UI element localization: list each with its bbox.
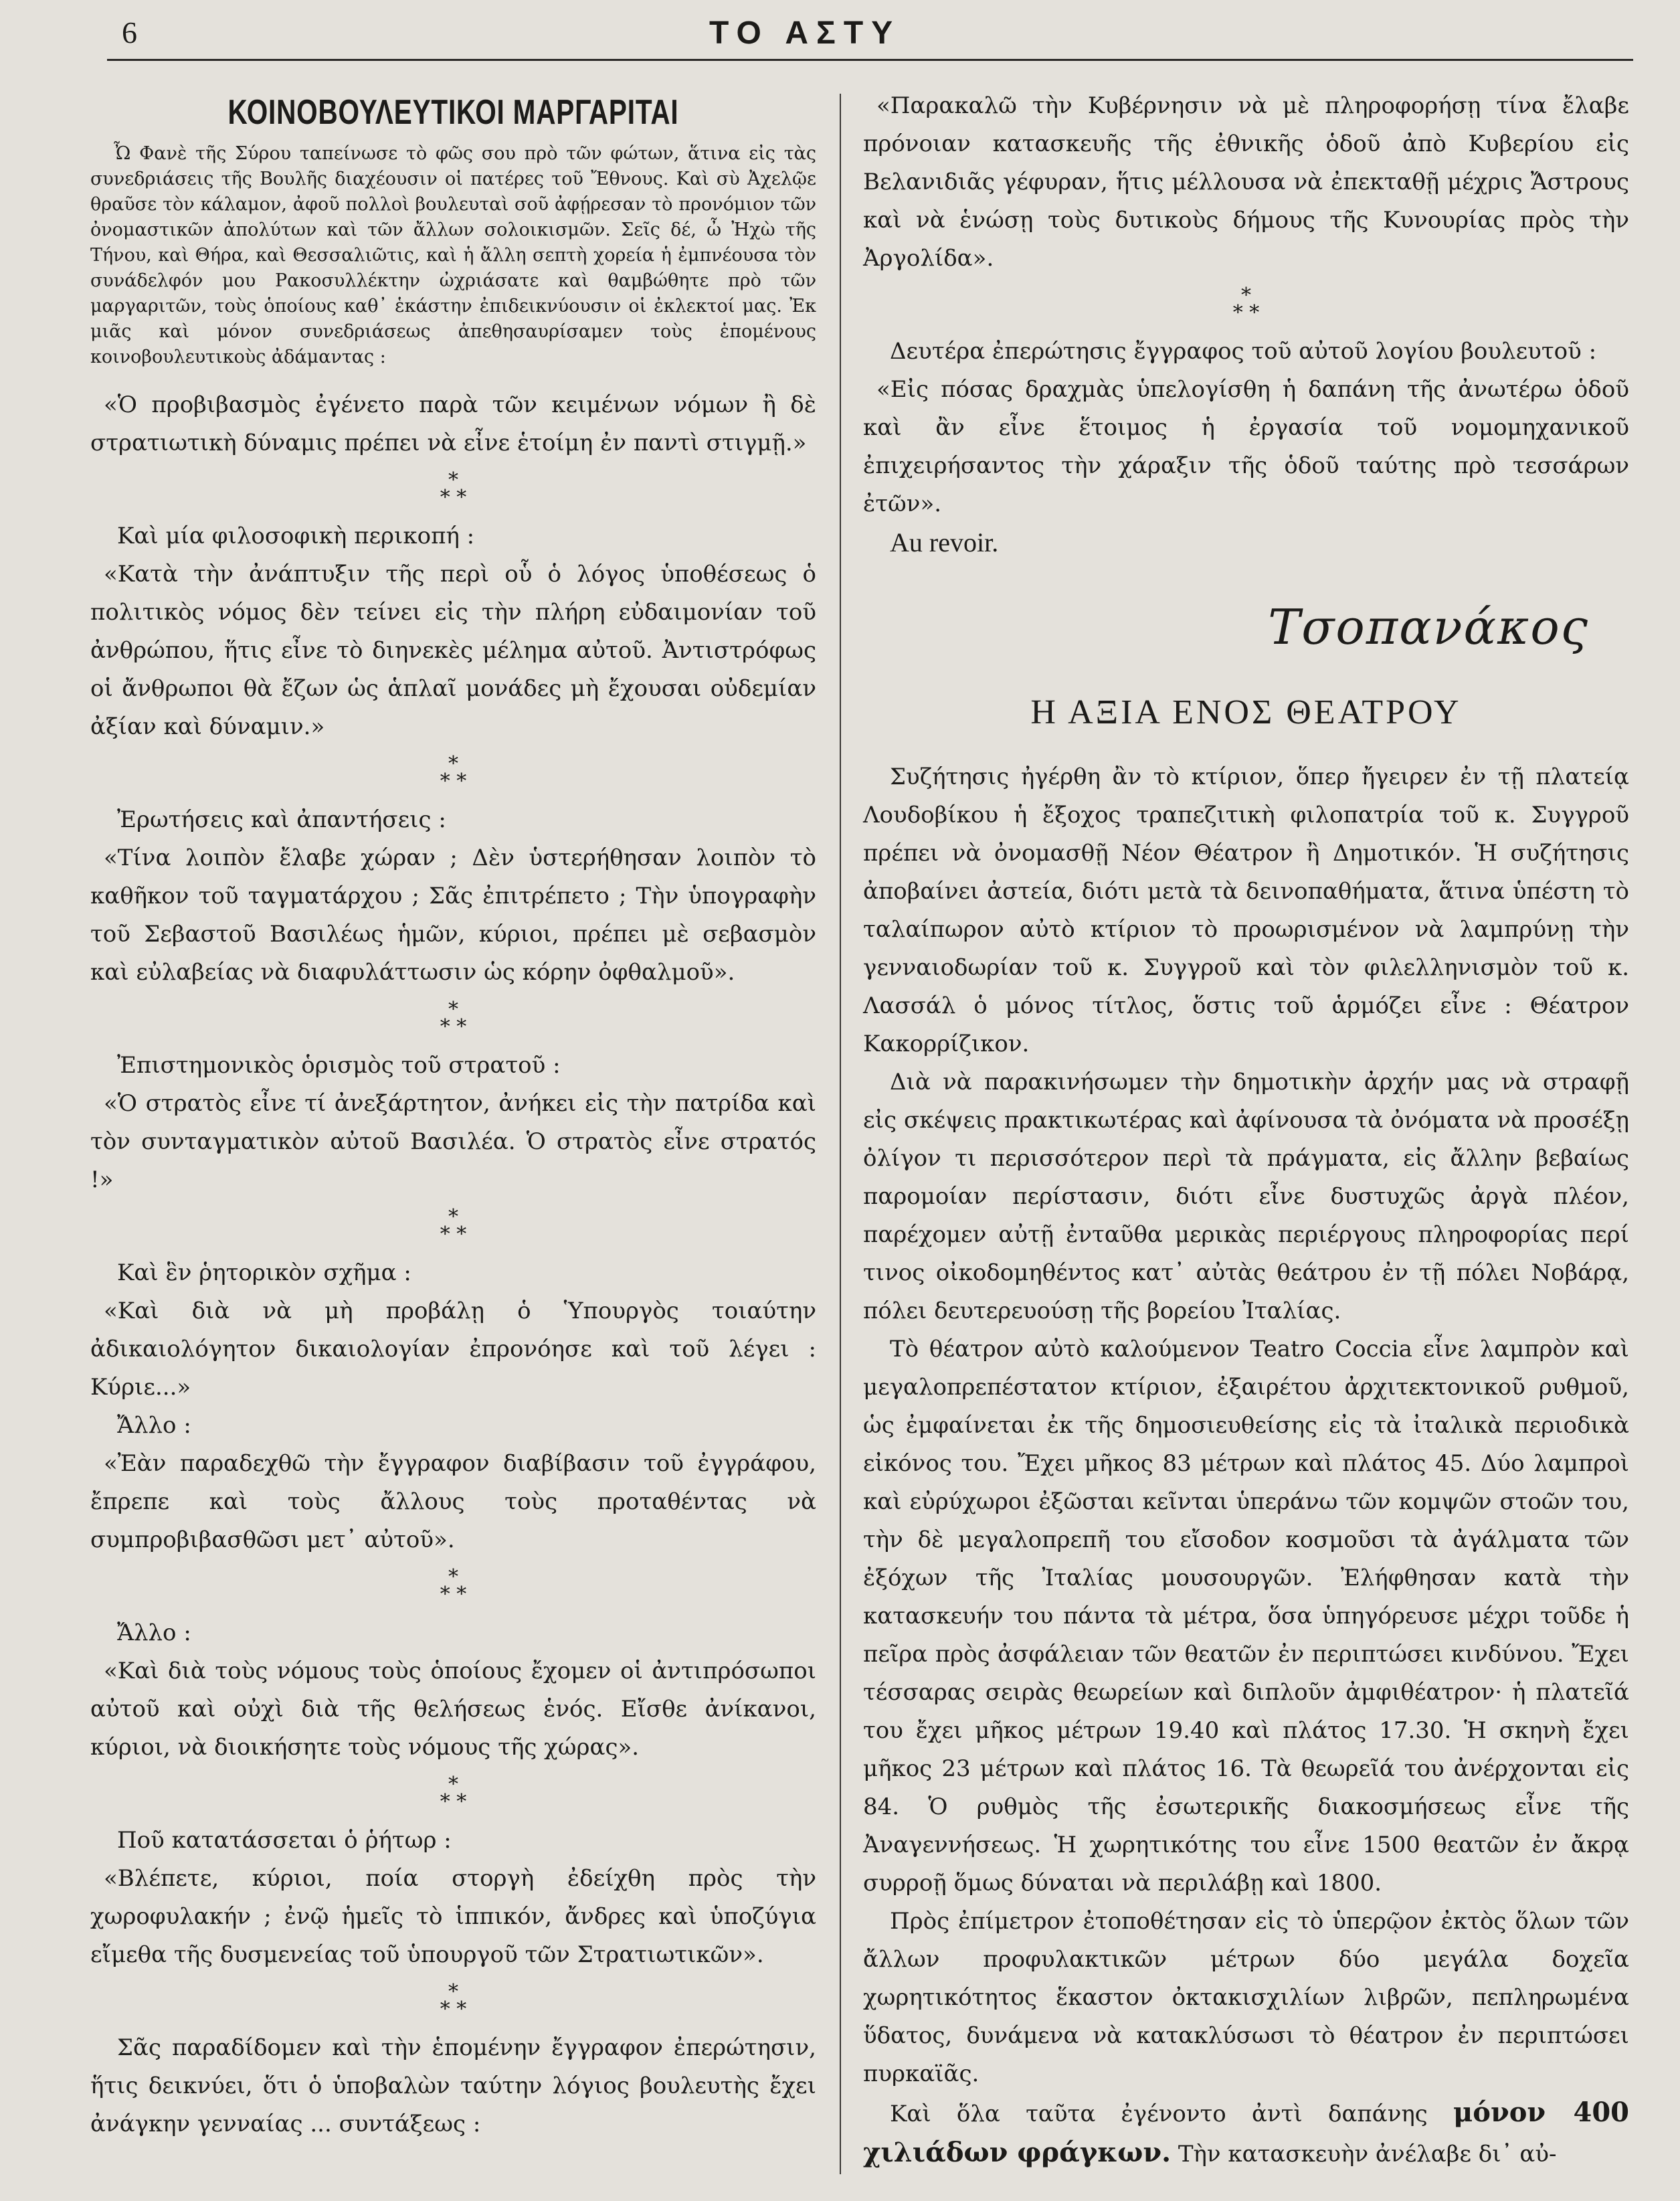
separator-asterism: * * * [440, 1205, 467, 1246]
separator-asterism: * * * [1232, 284, 1260, 325]
question-2-quote: «Εἰς πόσας δραχμὰς ὑπελογίσθη ἡ δαπάνη τῆς ἀνωτέρω ὁδοῦ καὶ ἂν εἶνε ἕτοιμος ἡ ἐργασία τοῦ νομομηχανικοῦ ἐπιχειρήσαντος τὴν χάραξιν τῆς ὁδοῦ ταύτης πρὸ τεσσάρων ἐτῶν». [863, 376, 1629, 517]
separator-asterism: * * * [440, 752, 467, 793]
theatre-paragraph-3: Τὸ θέατρον αὐτὸ καλούμενον Teatro Coccia εἶνε λαμπρὸν καὶ μεγαλοπρεπέστατον κτίριον, ἐξαιρέτου ἀρχιτεκτονικοῦ ρυθμοῦ, ὡς ἐμφαίνεται ἐκ τῆς δημοσιευθείσης εἰς τὰ ἰταλικὰ περιοδικὰ εἰκόνος του. Ἔχει μῆκος 83 μέτρων καὶ πλάτος 45. Δύο λαμπροὶ καὶ εὐρύχωροι ἐξῶσται κεῖνται ὑπεράνω τῶν κομψῶν στοῶν του, τὴν δὲ μεγαλοπρεπῆ του εἴσοδον κοσμοῦσι τὰ ἀγάλματα τῶν ἐξόχων τῆς Ἰταλίας μουσουργῶν. Ἐλήφθησαν κατὰ τὴν κατασκευήν του πάντα τὰ μέτρα, ὅσα ὑπηγόρευσε μέχρι τοῦδε ἡ πεῖρα πρὸς ἀσφάλειαν τῶν θεατῶν ἐν περιπτώσει κινδύνου. Ἔχει τέσσαρας σειρὰς θεωρείων καὶ διπλοῦν ἀμφιθέατρον· ἡ πλατεῖά του ἔχει μῆκος μέτρων 19.40 καὶ πλάτος 17.30. Ἡ σκηνὴ ἔχει μῆκος 23 μέτρων καὶ πλάτος 16. Τὰ θεωρεῖά του ἀνέρχονται εἰς 84. Ὁ ρυθμὸς τῆς ἐσωτερικῆς διακοσμήσεως εἶνε τῆς Ἀναγεννήσεως. Ἡ χωρητικότης του εἶνε 1500 θεατῶν ἐν ἄκρᾳ συρροῇ ὅμως δύναται νὰ περιλάβῃ καὶ 1800. [863, 1336, 1629, 1897]
cost-emphasis: μόνον 400 χιλιάδων φράγκων. [863, 2097, 1629, 2168]
separator-asterism: * * * [440, 1980, 467, 2021]
section-9-paragraph: Σᾶς παραδίδομεν καὶ τὴν ἑπομένην ἔγγραφον ἐπερώτησιν, ἥτις δεικνύει, ὅτι ὁ ὑποβαλὼν ταύτην λόγιος βουλευτὴς ἔχει ἀνάγκην γενναίας ... συντάξεως : [90, 2034, 816, 2137]
page-number: 6 [122, 15, 137, 50]
section-5-lead: Καὶ ἓν ῥητορικὸν σχῆμα : [117, 1259, 411, 1286]
article-title-parliamentary-pearls: ΚΟΙΝΟΒΟΥΛΕΥΤΙΚΟΙ ΜΑΡΓΑΡΙΤΑΙ [227, 93, 679, 132]
quote-5: «Καὶ διὰ νὰ μὴ προβάλῃ ὁ Ὑπουργὸς τοιαύτην ἀδικαιολόγητον δικαιολογίαν ἐπρονόησε καὶ τοῦ λέγει : Κύριε...» [90, 1298, 816, 1401]
intro-paragraph: Ὦ Φανὲ τῆς Σύρου ταπείνωσε τὸ φῶς σου πρὸ τῶν φώτων, ἅτινα εἰς τὰς συνεδριάσεις τῆς Βουλῆς διαχέουσιν οἱ πατέρες τοῦ Ἔθνους. Καὶ σὺ Ἀχελῷε θραῦσε τὸν κάλαμον, ἀφοῦ πολλοὶ βουλευταὶ σοῦ ἀφῄρεσαν τὸ προνόμιον τῶν ὀνομαστικῶν ἀπολύτων καὶ τῶν ἄλλων σολοικισμῶν. Σεῖς δέ, ὦ Ἠχὼ τῆς Τήνου, καὶ Θήρα, καὶ Θεσσαλιῶτις, καὶ ἡ ἄλλη σεπτὴ χορεία ἡ ἐμπνέουσα τὸν συνάδελφόν μου Ρακοσυλλέκτην ὠχριάσατε καὶ θαμβώθητε πρὸ τῶν μαργαριτῶν, τοὺς ὁποίους καθ᾽ ἑκάστην ἐπιδεικνύουσιν οἱ ἐκλεκτοί μας. Ἐκ μιᾶς καὶ μόνον συνεδριάσεως ἀπεθησαυρίσαμεν τοὺς ἑπομένους κοινοβουλευτικοὺς ἀδάμαντας : [90, 143, 816, 367]
separator-asterism: * * * [440, 1565, 467, 1606]
separator-asterism: * * * [440, 998, 467, 1039]
theatre-paragraph-4: Πρὸς ἐπίμετρον ἐτοποθέτησαν εἰς τὸ ὑπερῷον ἐκτὸς ὅλων τῶν ἄλλων προφυλακτικῶν μέτρων δύο μεγάλα δοχεῖα χωρητικότητος ἕκαστον ὀκτακισχιλίων λιβρῶν, πεπληρωμένα ὕδατος, δυνάμενα νὰ κατακλύσωσι τὸ θέατρον ἐν περιπτώσει πυρκαϊᾶς. [863, 1908, 1629, 2087]
separator-asterism: * * * [440, 1773, 467, 1814]
quote-7: «Καὶ διὰ τοὺς νόμους τοὺς ὁποίους ἔχομεν οἱ ἀντιπρόσωποι αὐτοῦ καὶ οὐχὶ διὰ τῆς θελήσεως ἑνός. Εἴσθε ἀνίκανοι, κύριοι, νὰ διοικήσητε τοὺς νόμους τῆς χώρας». [90, 1658, 816, 1761]
theatre-paragraph-2: Διὰ νὰ παρακινήσωμεν τὴν δημοτικὴν ἀρχήν μας νὰ στραφῇ εἰς σκέψεις πρακτικωτέρας καὶ ἀφίνουσα τὰ ὀνόματα νὰ προσέξῃ ὀλίγον τι περισσότερον περὶ τὰ πράγματα, εἰς ἄλλην βεβαίως παρομοίαν περίστασιν, διότι εἶνε δυστυχῶς ἀργὰ πλέον, παρέχομεν αὐτῇ ἐνταῦθα μερικὰς περιέργους πληροφορίας περί τινος οἰκοδομηθέντος κατ᾽ αὐτὰς θεάτρου ἐν τῇ πόλει Νοβάρᾳ, πόλει δευτερευούσῃ τῆς βορείου Ἰταλίας. [863, 1069, 1629, 1324]
section-6-lead: Ἄλλο : [117, 1412, 191, 1439]
section-3-lead: Ἐρωτήσεις καὶ ἀπαντήσεις : [117, 806, 446, 833]
article-title-theatre: Η ΑΞΙΑ ΕΝΟΣ ΘΕΑΤΡΟΥ [1030, 693, 1462, 731]
left-column [90, 87, 816, 2143]
theatre-paragraph-1: Συζήτησις ἠγέρθη ἂν τὸ κτίριον, ὅπερ ἤγειρεν ἐν τῇ πλατείᾳ Λουδοβίκου ἡ ἔξοχος τραπεζιτικὴ φιλοπατρία τοῦ κ. Συγγροῦ πρέπει νὰ ὀνομασθῇ Νέον Θέατρον ἢ Δημοτικόν. Ἡ συζήτησις ἀποβαίνει ἀστεία, διότι μετὰ τὰ δεινοπαθήματα, ἅτινα ὑπέστη τὸ ταλαίπωρον αὐτὸ κτίριον τὸ προωρισμένον νὰ λαμπρύνῃ τὴν γενναιοδωρίαν τοῦ κ. Συγγροῦ καὶ τὸν φιλελληνισμὸν τοῦ κ. Λασσάλ ὁ μόνος τίτλος, ὅστις τοῦ ἁρμόζει εἶνε : Θέατρον Κακορρίζικον. [863, 764, 1629, 1057]
au-revoir: Au revoir. [890, 527, 999, 557]
quote-3: «Τίνα λοιπὸν ἔλαβε χώραν ; Δὲν ὑστερήθησαν λοιπὸν τὸ καθῆκον τοῦ ταγματάρχου ; Σᾶς ἐπιτρέπετο ; Τὴν ὑπογραφὴν τοῦ Σεβαστοῦ Βασιλέως ἡμῶν, κύριοι, πρέπει μὲ σεβασμὸν καὶ εὐλαβείας νὰ διαφυλάττωσιν ὡς κόρην ὀφθαλμοῦ». [90, 845, 816, 986]
header-rule [107, 59, 1633, 61]
question-1-quote: «Παρακαλῶ τὴν Κυβέρνησιν νὰ μὲ πληροφορήσῃ τίνα ἔλαβε πρόνοιαν κατασκευῆς τῆς ἐθνικῆς ὁδοῦ ἀπὸ Κυβερίου εἰς Βελανιδιᾶς γέφυραν, ἥτις μέλλουσα νὰ ἐπεκταθῇ μέχρις Ἄστρους καὶ νὰ ἑνώσῃ τοὺς δυτικοὺς δήμους τῆς Κυνουρίας πρὸς τὴν Ἀργολίδα». [863, 92, 1629, 272]
quote-2: «Κατὰ τὴν ἀνάπτυξιν τῆς περὶ οὗ ὁ λόγος ὑποθέσεως ὁ πολιτικὸς νόμος δὲν τείνει εἰς τὴν πλήρη εὐδαιμονίαν τοῦ ἀνθρώπου, ἥτις εἶνε τὸ διηνεκὲς μέλημα αὐτοῦ. Ἀντιστρόφως οἱ ἄνθρωποι θὰ ἔζων ὡς ἁπλαῖ μονάδες μὴ ἔχουσαι οὐδεμίαν ἀξίαν καὶ δύναμιν.» [90, 561, 816, 740]
right-column [863, 87, 1629, 2174]
column-divider [840, 94, 841, 2174]
section-7-lead: Ἄλλο : [117, 1619, 191, 1646]
section-8-lead: Ποῦ κατατάσσεται ὁ ῥήτωρ : [117, 1827, 452, 1854]
question-2-lead: Δευτέρα ἐπερώτησις ἔγγραφος τοῦ αὐτοῦ λογίου βουλευτοῦ : [890, 338, 1597, 365]
section-4-lead: Ἐπιστημονικὸς ὁρισμὸς τοῦ στρατοῦ : [117, 1052, 561, 1079]
author-signature: Τσοπανάκος [1268, 599, 1589, 655]
quote-6: «Ἐὰν παραδεχθῶ τὴν ἔγγραφον διαβίβασιν τοῦ ἐγγράφου, ἔπρεπε καὶ τοὺς ἄλλους τοὺς προταθέντας νὰ συμπροβιβασθῶσι μετ᾽ αὐτοῦ». [90, 1450, 816, 1553]
theatre-paragraph-5-end: Τὴν κατασκευὴν ἀνέλαβε δι᾽ αὐ- [1178, 2141, 1557, 2168]
quote-8: «Βλέπετε, κύριοι, ποία στοργὴ ἐδείχθη πρὸς τὴν χωροφυλακήν ; ἐνῷ ἡμεῖς τὸ ἱππικόν, ἄνδρες καὶ ὑποζύγια εἴμεθα τῆς δυσμενείας τοῦ ὑπουργοῦ τῶν Στρατιωτικῶν». [90, 1865, 816, 1968]
separator-asterism: * * * [440, 468, 467, 509]
section-2-lead: Καὶ μία φιλοσοφικὴ περικοπή : [117, 523, 475, 549]
quote-1: «Ὁ προβιβασμὸς ἐγένετο παρὰ τῶν κειμένων νόμων ἢ δὲ στρατιωτικὴ δύναμις πρέπει νὰ εἶνε ἑτοίμη ἐν παντὶ στιγμῇ.» [90, 391, 816, 456]
theatre-paragraph-5 [863, 2093, 1629, 2174]
masthead-title: ΤΟ ΑΣΤΥ [709, 15, 901, 51]
quote-4: «Ὁ στρατὸς εἶνε τί ἀνεξάρτητον, ἀνήκει εἰς τὴν πατρίδα καὶ τὸν συνταγματικὸν αὐτοῦ Βασιλέα. Ὁ στρατὸς εἶνε στρατός !» [90, 1090, 816, 1193]
theatre-paragraph-5-start: Καὶ ὅλα ταῦτα ἐγένοντο ἀντὶ δαπάνης [890, 2101, 1428, 2127]
